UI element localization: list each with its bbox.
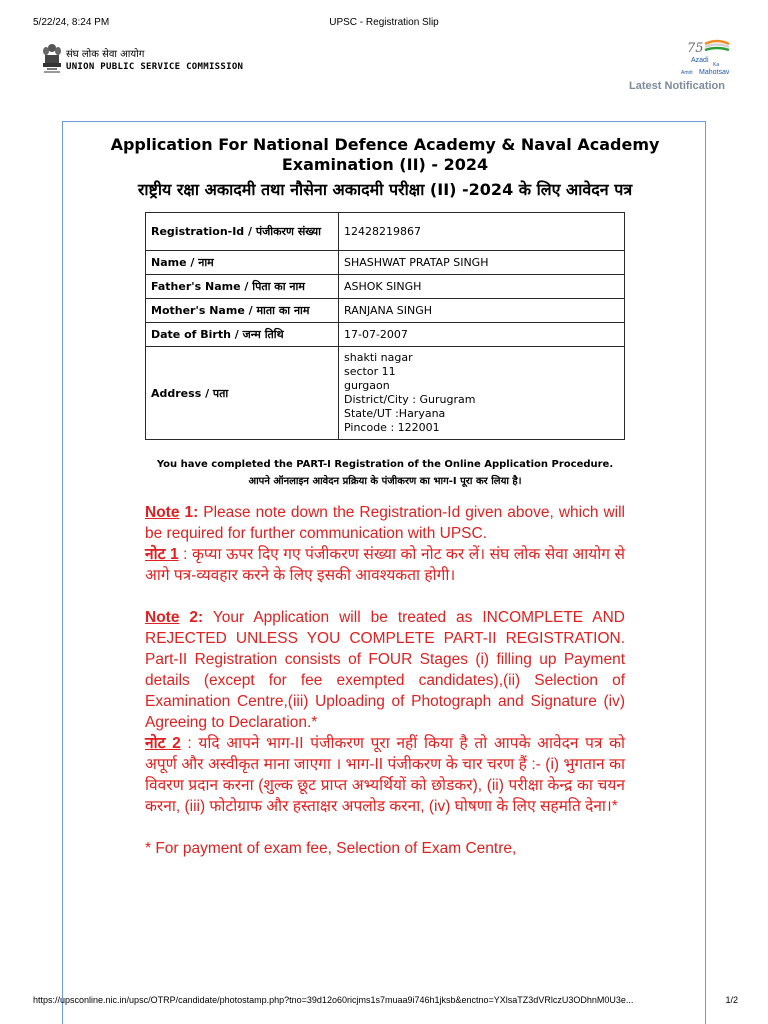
registration-id-value: 12428219867	[339, 213, 625, 251]
note2-number: 2:	[179, 609, 204, 626]
father-name-label: Father's Name / पिता का नाम	[146, 275, 339, 299]
table-row	[146, 251, 625, 275]
print-footer-url: https://upsconline.nic.in/upsc/OTRP/candidate/photostamp.php?tno=39d12o60ricjms1s7muaa9i746h1jksb&enctno=YXlsaTZ3dVRlczU3ODhnM0U3e...	[33, 995, 634, 1005]
print-header	[0, 0, 768, 40]
registration-slip	[62, 121, 706, 1024]
name-label: Name / नाम	[146, 251, 339, 275]
address-line: sector 11	[344, 365, 396, 378]
address-label: Address / पता	[146, 347, 339, 440]
org-name-hindi: संघ लोक सेवा आयोग	[66, 49, 145, 60]
note1-number: 1:	[179, 504, 199, 521]
registration-details-table	[145, 212, 625, 440]
note2-key: Note	[145, 609, 180, 626]
address-line: State/UT :Haryana	[344, 407, 446, 420]
notes-section	[145, 502, 625, 859]
dob-label: Date of Birth / जन्म तिथि	[146, 323, 339, 347]
note2-key-hindi: नोट 2	[145, 735, 181, 752]
print-datetime: 5/22/24, 8:24 PM	[33, 17, 110, 28]
footnote-fee: * For payment of exam fee, Selection of Exam Centre,	[145, 840, 517, 857]
part1-complete-message-english: You have completed the PART-I Registration of the Online Application Procedure.	[156, 459, 614, 470]
note2-text-hindi: : यदि आपने भाग-II पंजीकरण पूरा नहीं किया है तो आपके आवेदन पत्र को अपूर्ण और अस्वीकृत माना जाएगा । भाग-II पंजीकरण के चार चरण हैं :- (i) भुगतान का विवरण प्रदान करना (शुल्क छूट प्राप्त अभ्यर्थियों को छोडकर), (ii) परीक्षा केन्द्र का चयन करना, (iii) फोटोग्राफ और हस्ताक्षर अपलोड करना, (iv) घोषणा के लिए सहमति देना।*	[145, 735, 626, 815]
amrit-word: Amrit	[681, 70, 693, 76]
note2-text: Your Application will be treated as INCOMPLETE AND REJECTED UNLESS YOU COMPLETE PART-II REGISTRATION. Part-II Registration consists of FOUR Stages (i) filling up Payment details (except for fee exempted candidates),(ii) Selection of Examination Centre,(iii) Uploading of Photograph and Signature (iv) Agreeing to Declaration.*	[145, 609, 625, 731]
note1-text: Please note down the Registration-Id given above, which will be required for further communication with UPSC.	[145, 504, 625, 542]
print-page-title: UPSC - Registration Slip	[329, 17, 439, 28]
national-emblem-icon	[41, 42, 63, 78]
address-line: shakti nagar	[344, 351, 413, 364]
note1-key-hindi: नोट 1	[145, 546, 179, 563]
mahotsav-word: Mahotsav	[699, 69, 730, 76]
slip-title-line1: Application For National Defence Academy & Naval Academy	[110, 135, 660, 154]
dob-value: 17-07-2007	[339, 323, 625, 347]
mother-name-value: RANJANA SINGH	[339, 299, 625, 323]
table-row	[146, 275, 625, 299]
registration-id-label: Registration-Id / पंजीकरण संख्या	[146, 213, 339, 251]
address-line: gurgaon	[344, 379, 390, 392]
slip-title-line2: Examination (II) - 2024	[281, 155, 489, 174]
slip-title-english	[63, 135, 707, 175]
svg-text:75: 75	[687, 41, 704, 56]
azadi-ka-amrit-mahotsav-logo	[673, 38, 735, 78]
name-value: SHASHWAT PRATAP SINGH	[339, 251, 625, 275]
table-row	[146, 347, 625, 440]
table-row	[146, 323, 625, 347]
note1-text-hindi: : कृप्या ऊपर दिए गए पंजीकरण संख्या को नोट कर लें। संघ लोक सेवा आयोग से आगे पत्र-व्यवहार करने के लिए इसकी आवश्यकता होगी।	[145, 546, 626, 584]
org-name-english: UNION PUBLIC SERVICE COMMISSION	[66, 62, 244, 72]
upsc-header	[33, 38, 735, 96]
slip-title-hindi: राष्ट्रीय रक्षा अकादमी तथा नौसेना अकादमी परीक्षा (II) -2024 के लिए आवेदन पत्र	[137, 180, 633, 199]
table-row	[146, 299, 625, 323]
address-value	[339, 347, 625, 440]
note1-hindi	[145, 544, 625, 586]
note1-key: Note	[145, 504, 180, 521]
note1-english	[145, 502, 625, 544]
address-line: District/City : Gurugram	[344, 393, 476, 406]
azadi-word: Azadi	[691, 57, 709, 64]
mother-name-label: Mother's Name / माता का नाम	[146, 299, 339, 323]
father-name-value: ASHOK SINGH	[339, 275, 625, 299]
ka-word: Ka	[713, 62, 720, 68]
part1-complete-message-hindi: आपने ऑनलाइन आवेदन प्रक्रिया के पंजीकरण का भाग-I पूरा कर लिया है।	[248, 476, 522, 487]
print-page-number: 1/2	[725, 995, 738, 1005]
latest-notification-link[interactable]: Latest Notification	[629, 80, 725, 92]
note2-hindi	[145, 733, 625, 817]
address-line: Pincode : 122001	[344, 421, 440, 434]
table-row	[146, 213, 625, 251]
note2-english	[145, 607, 625, 733]
